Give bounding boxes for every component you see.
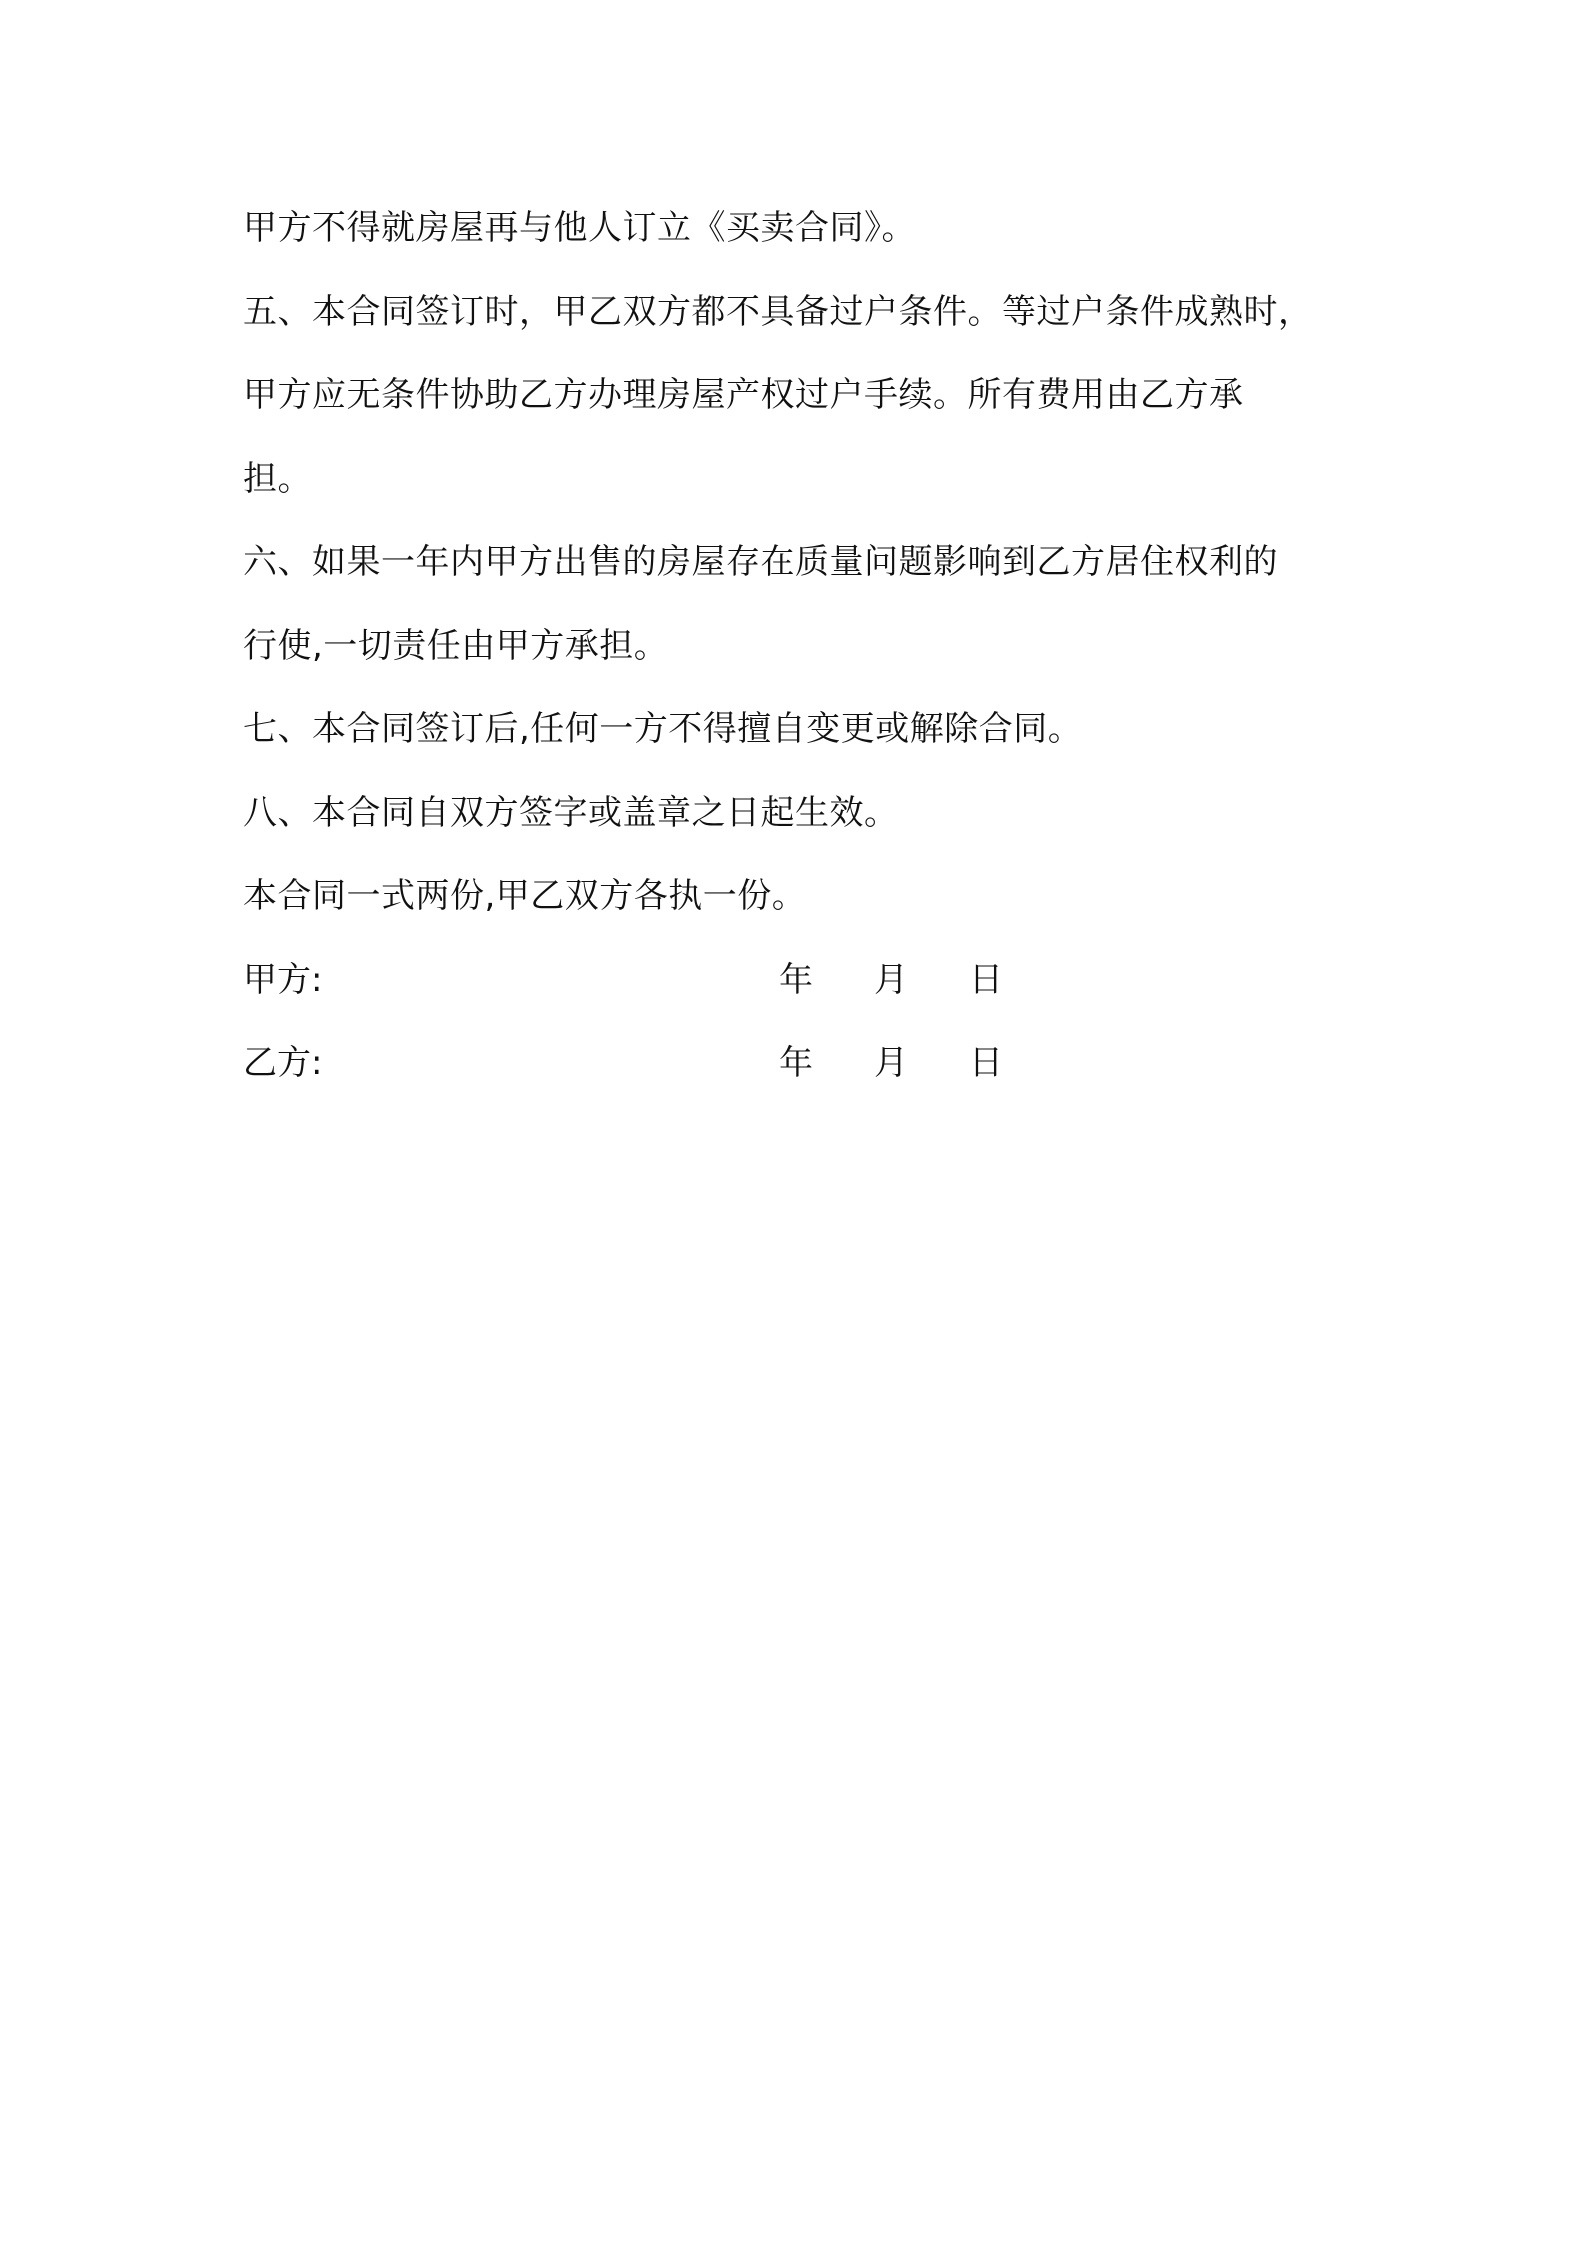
clause-five-line-2: 甲方应无条件协助乙方办理房屋产权过户手续。所有费用由乙方承 [243,375,1244,415]
party-b-day-label: 日 [969,1043,1003,1083]
clause-eight: 八、本合同自双方签字或盖章之日起生效。 [243,792,899,833]
party-a-day-label: 日 [969,959,1003,1000]
clause-six-line-1: 六、如果一年内甲方出售的房屋存在质量问题影响到乙方居住权利的 [243,542,1278,582]
clause-six-line-2: 行使,一切责任由甲方承担。 [243,625,669,666]
party-a-label: 甲方: [243,959,323,1000]
contract-body [243,196,1363,1115]
party-b-label: 乙方: [243,1043,323,1083]
clause-line-1: 甲方不得就房屋再与他人订立《买卖合同》。 [243,208,916,248]
party-b-month-label: 月 [874,1043,908,1083]
clause-five-line-3: 担。 [243,458,312,499]
clause-seven: 七、本合同签订后,任何一方不得擅自变更或解除合同。 [243,709,1083,749]
clause-five-line-1: 五、本合同签订时，甲乙双方都不具备过户条件。等过户条件成熟时， [243,291,1313,332]
party-b-year-label: 年 [779,1043,813,1083]
party-a-month-label: 月 [874,959,908,1000]
copies-statement: 本合同一式两份,甲乙双方各执一份。 [243,876,807,916]
party-a-year-label: 年 [779,959,813,1000]
party-a-signature-row [243,948,1363,1032]
party-b-signature-row [243,1031,1363,1115]
